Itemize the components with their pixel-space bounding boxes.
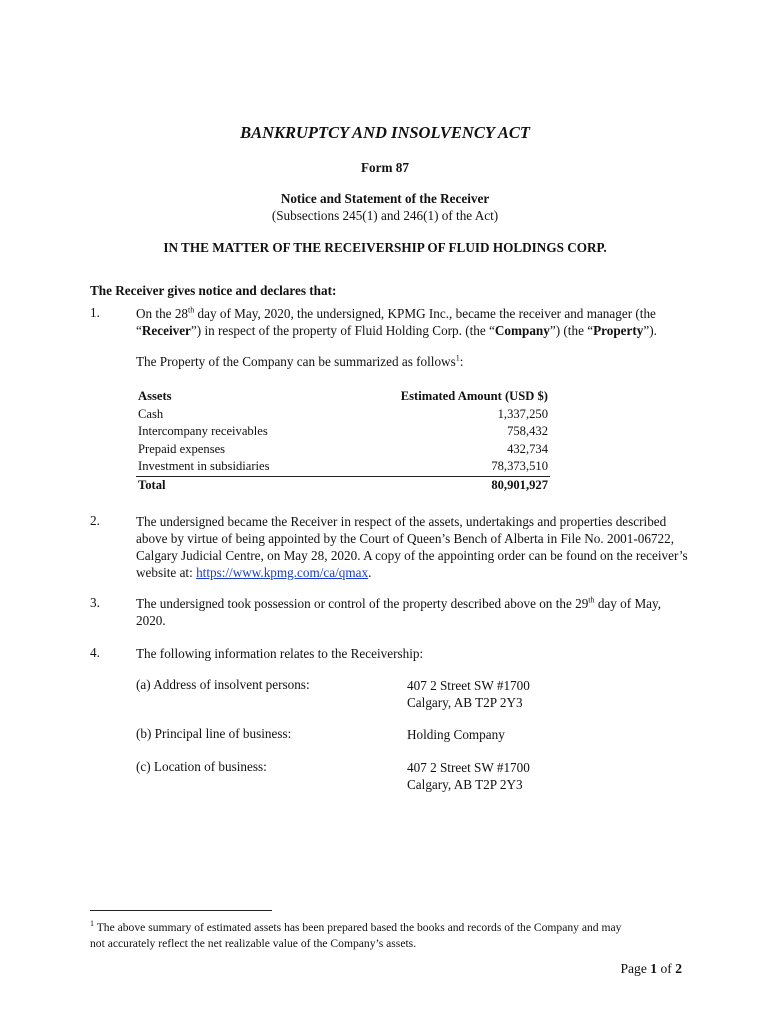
assets-table <box>136 388 550 495</box>
table-row <box>136 458 550 476</box>
item-2-number: 2. <box>90 513 100 528</box>
form-number: Form 87 <box>361 160 409 175</box>
asset-amount: 432,734 <box>507 441 548 456</box>
notice-subtitle: (Subsections 245(1) and 246(1) of the Act) <box>271 208 499 223</box>
item-1-number: 1. <box>90 305 100 320</box>
table-total-row <box>136 476 550 494</box>
asset-name: Prepaid expenses <box>138 441 226 456</box>
declares-heading: The Receiver gives notice and declares that: <box>90 283 337 298</box>
asset-amount: 1,337,250 <box>497 406 548 421</box>
asset-name: Cash <box>138 406 164 421</box>
item-3-text: The undersigned took possession or control of the property described above on the 29th day of May, 2020. <box>136 595 662 628</box>
total-label: Total <box>138 477 166 492</box>
receiver-website-link[interactable]: https://www.kpmg.com/ca/qmax <box>196 565 369 580</box>
item-4-number: 4. <box>90 645 100 660</box>
asset-amount: 758,432 <box>507 424 548 439</box>
business-value: Holding Company <box>407 727 505 742</box>
matter-heading: IN THE MATTER OF THE RECEIVERSHIP OF FLUID HOLDINGS CORP. <box>163 240 607 255</box>
footnote-divider <box>90 910 272 911</box>
address-value: 407 2 Street SW #1700 Calgary, AB T2P 2Y3 <box>407 678 530 710</box>
address-label: (a) Address of insolvent persons: <box>136 677 310 692</box>
location-value: 407 2 Street SW #1700 Calgary, AB T2P 2Y3 <box>407 760 530 792</box>
business-label: (b) Principal line of business: <box>136 726 292 741</box>
table-header-row <box>136 388 550 406</box>
asset-amount: 78,373,510 <box>332 458 550 476</box>
total-amount: 80,901,927 <box>491 477 548 492</box>
item-4-intro: The following information relates to the Receivership: <box>136 646 424 661</box>
item-2-text: The undersigned became the Receiver in respect of the assets, undertakings and properties described above by virtue of being appointed by the Court of Queen’s Bench of Alberta in File No. 2001-06722, Calgary Judicial Centre, on May 28, 2020. A copy of the appointing order can be found on the receiver’s website at: https://www.kpmg.com/ca/qmax. <box>136 514 688 580</box>
table-row <box>136 406 550 424</box>
col-assets: Assets <box>138 389 172 403</box>
table-row <box>136 423 550 441</box>
col-amount: Estimated Amount (USD $) <box>400 389 548 403</box>
asset-name: Intercompany receivables <box>138 424 268 439</box>
summary-text: The Property of the Company can be summarized as follows$^1$: <box>136 353 464 369</box>
notice-title: Notice and Statement of the Receiver <box>280 191 490 206</box>
location-label: (c) Location of business: <box>136 759 267 774</box>
table-row <box>136 441 550 459</box>
act-title: BANKRUPTCY AND INSOLVENCY ACT <box>240 123 530 142</box>
asset-name: Investment in subsidiaries <box>136 458 332 476</box>
item-3-number: 3. <box>90 595 100 610</box>
page-number: Page 1 of 2 <box>620 961 682 976</box>
item-1-text: On the 28th day of May, 2020, the undersigned, KPMG Inc., became the receiver and manager (the “Receiver”) in respect of the property of Fluid Holding Corp. (the “Company”) (the “Property”). <box>136 305 657 338</box>
footnote: $^1$ The above summary of estimated assets has been prepared based the books and records of the Company and may not accurately reflect the net realizable value of the Company’s assets. <box>90 919 622 950</box>
